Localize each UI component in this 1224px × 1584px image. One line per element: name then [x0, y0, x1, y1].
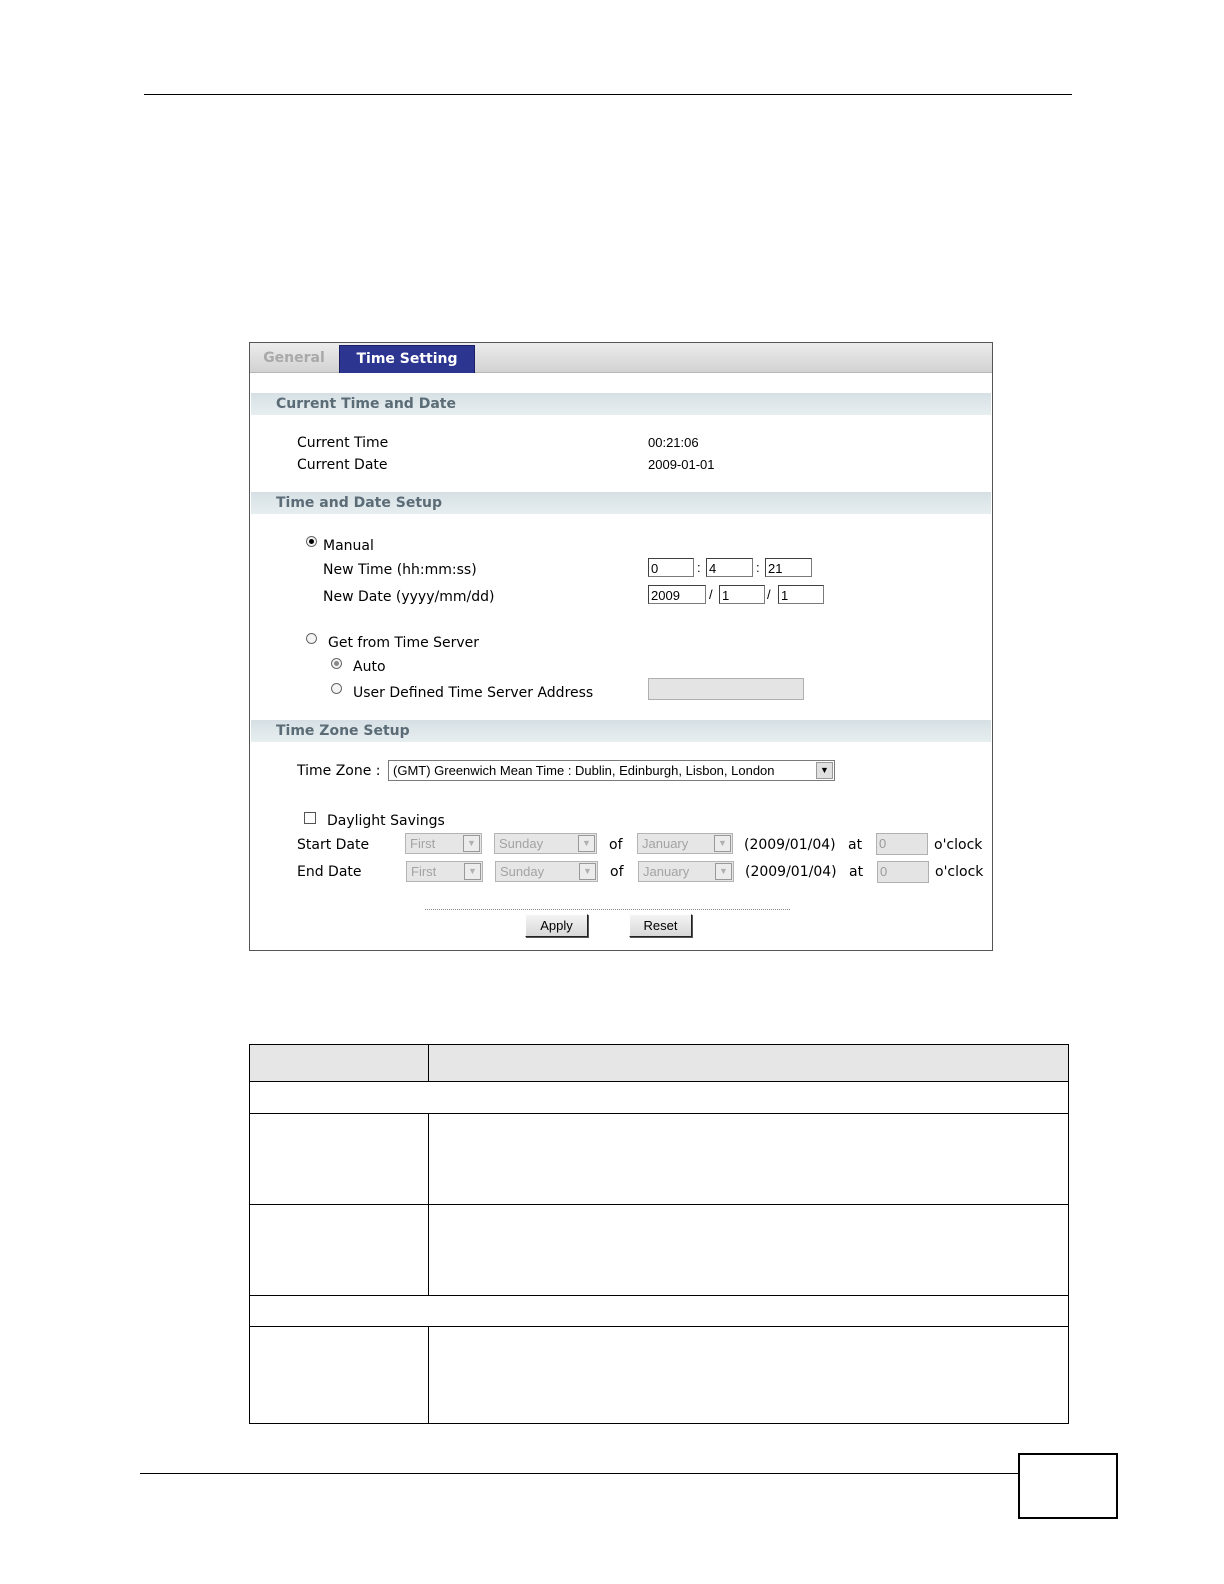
footer-rule [140, 1473, 1020, 1474]
section-title: Time Zone Setup [276, 723, 410, 739]
tab-time-setting[interactable]: Time Setting [339, 345, 475, 373]
minute-field[interactable]: 4 [706, 558, 753, 577]
date-separator: / [709, 587, 713, 602]
current-time-value: 00:21:06 [648, 435, 699, 450]
date-separator: / [767, 587, 771, 602]
of-label: of [609, 837, 623, 853]
chevron-down-icon: ▼ [714, 835, 731, 852]
field-description-table [249, 1044, 1069, 1424]
start-month-value: January [642, 836, 689, 851]
current-date-label: Current Date [297, 457, 388, 473]
second-field[interactable]: 21 [765, 558, 812, 577]
new-time-label: New Time (hh:mm:ss) [323, 562, 477, 578]
daylight-savings-label: Daylight Savings [327, 813, 445, 829]
table-cell [429, 1327, 1069, 1424]
apply-button[interactable]: Apply [525, 914, 588, 937]
chevron-down-icon: ▼ [578, 835, 595, 852]
end-date-preview: (2009/01/04) [745, 864, 837, 880]
month-field[interactable]: 1 [719, 585, 765, 604]
start-date-preview: (2009/01/04) [744, 837, 836, 853]
chevron-down-icon: ▼ [816, 762, 833, 779]
time-zone-label: Time Zone : [297, 763, 381, 779]
table-cell [250, 1327, 429, 1424]
table-header-row [250, 1045, 1069, 1082]
chevron-down-icon: ▼ [463, 835, 480, 852]
start-week-value: First [410, 836, 436, 851]
year-field[interactable]: 2009 [648, 585, 706, 604]
chevron-down-icon: ▼ [464, 863, 481, 880]
start-day-select[interactable] [494, 833, 597, 854]
time-server-label: Get from Time Server [328, 635, 480, 651]
new-date-label: New Date (yyyy/mm/dd) [323, 589, 495, 605]
start-hour-field[interactable]: 0 [876, 833, 928, 855]
start-month-select[interactable] [637, 833, 733, 854]
end-date-label: End Date [297, 864, 362, 880]
time-zone-select[interactable] [388, 760, 835, 781]
table-cell [429, 1114, 1069, 1205]
chevron-down-icon: ▼ [579, 863, 596, 880]
table-cell [250, 1082, 1069, 1114]
time-server-radio[interactable] [306, 633, 317, 644]
time-separator: : [697, 560, 701, 575]
section-time-zone-setup [251, 720, 991, 742]
oclock-label: o'clock [934, 837, 983, 853]
chevron-down-icon: ▼ [715, 863, 732, 880]
end-week-value: First [411, 864, 437, 879]
table-cell [250, 1296, 1069, 1327]
section-current-time-and-date [251, 393, 991, 415]
end-hour-field[interactable]: 0 [877, 861, 929, 883]
end-month-select[interactable] [638, 861, 734, 882]
day-field[interactable]: 1 [778, 585, 824, 604]
table-row [250, 1327, 1069, 1424]
time-server-address-field[interactable] [648, 678, 804, 700]
reset-button[interactable]: Reset [629, 914, 692, 937]
section-title: Current Time and Date [276, 396, 456, 412]
table-row [250, 1082, 1069, 1114]
end-week-select[interactable] [406, 861, 483, 882]
oclock-label: o'clock [935, 864, 984, 880]
end-day-select[interactable] [495, 861, 598, 882]
section-title: Time and Date Setup [276, 495, 443, 511]
start-date-label: Start Date [297, 837, 370, 853]
table-header-cell [429, 1045, 1069, 1082]
at-label: at [848, 837, 863, 853]
time-zone-selected: (GMT) Greenwich Mean Time : Dublin, Edinburgh, Lisbon, London [393, 763, 775, 778]
table-row [250, 1296, 1069, 1327]
user-defined-radio[interactable] [331, 683, 342, 694]
table-cell [429, 1205, 1069, 1296]
start-week-select[interactable] [405, 833, 482, 854]
header-rule [144, 94, 1072, 95]
divider [425, 909, 790, 910]
page-number-box [1018, 1453, 1118, 1519]
time-setting-screenshot [249, 342, 993, 951]
time-separator: : [756, 560, 760, 575]
manual-radio[interactable] [306, 536, 317, 547]
tab-bar [250, 343, 992, 373]
hour-field[interactable]: 0 [648, 558, 694, 577]
at-label: at [849, 864, 864, 880]
auto-label: Auto [353, 659, 386, 675]
table-cell [250, 1205, 429, 1296]
section-time-and-date-setup [251, 492, 991, 514]
end-day-value: Sunday [500, 864, 545, 879]
manual-label: Manual [323, 538, 374, 554]
end-month-value: January [643, 864, 690, 879]
auto-radio[interactable] [331, 658, 342, 669]
table-row [250, 1205, 1069, 1296]
start-day-value: Sunday [499, 836, 544, 851]
table-cell [250, 1114, 429, 1205]
of-label: of [610, 864, 624, 880]
user-defined-label: User Defined Time Server Address [353, 685, 594, 701]
table-row [250, 1114, 1069, 1205]
current-date-value: 2009-01-01 [648, 457, 715, 472]
daylight-savings-checkbox[interactable] [304, 812, 316, 824]
table-header-cell [250, 1045, 429, 1082]
current-time-label: Current Time [297, 435, 389, 451]
tab-general[interactable]: General [263, 350, 325, 366]
